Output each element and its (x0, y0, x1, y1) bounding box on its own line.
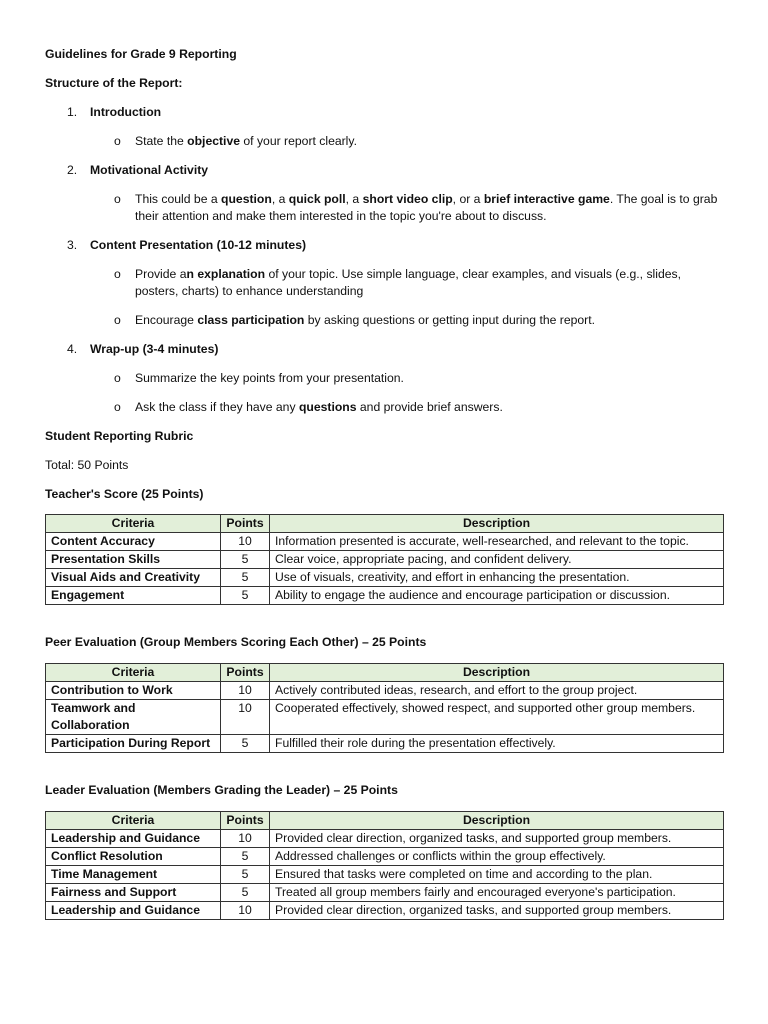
criteria-cell: Content Accuracy (46, 533, 221, 551)
rubric-heading: Student Reporting Rubric (45, 429, 194, 443)
criteria-cell: Fairness and Support (46, 884, 221, 902)
leader-evaluation-table (45, 811, 724, 920)
points-cell: 10 (221, 700, 270, 735)
criteria-cell: Teamwork and Collaboration (46, 700, 221, 735)
bullet-item (45, 370, 723, 387)
table-row (46, 848, 724, 866)
criteria-cell: Leadership and Guidance (46, 830, 221, 848)
section-title: Wrap-up (3-4 minutes) (90, 342, 219, 356)
table-row (46, 551, 724, 569)
table-header-row (46, 664, 724, 682)
criteria-header: Criteria (46, 664, 221, 682)
section-number: 1. (67, 105, 78, 119)
section-title: Content Presentation (10-12 minutes) (90, 238, 307, 252)
table-row (46, 866, 724, 884)
table-header-row (46, 515, 724, 533)
bullet-item (45, 191, 723, 225)
points-cell: 5 (221, 866, 270, 884)
points-cell: 5 (221, 735, 270, 753)
points-header: Points (221, 515, 270, 533)
bullet-item (45, 133, 723, 150)
criteria-cell: Participation During Report (46, 735, 221, 753)
criteria-header: Criteria (46, 515, 221, 533)
bullet-text: State the objective of your report clearly. (135, 134, 357, 148)
section-title: Introduction (90, 105, 162, 119)
total-points: Total: 50 Points (45, 458, 129, 472)
criteria-header: Criteria (46, 812, 221, 830)
table-row (46, 830, 724, 848)
bullet-marker-icon: o (114, 400, 121, 414)
points-cell: 10 (221, 902, 270, 920)
section-number: 4. (67, 342, 78, 356)
bullet-item (45, 399, 723, 416)
section-wrap-up (45, 341, 723, 416)
bullet-item (45, 312, 723, 329)
document-title: Guidelines for Grade 9 Reporting (45, 47, 237, 61)
bullet-text: Summarize the key points from your presentation. (135, 371, 404, 385)
description-header: Description (270, 812, 724, 830)
section-number: 3. (67, 238, 78, 252)
table-row (46, 735, 724, 753)
bullet-marker-icon: o (114, 313, 121, 327)
description-cell: Ensured that tasks were completed on time and according to the plan. (270, 866, 724, 884)
description-cell: Cooperated effectively, showed respect, and supported other group members. (270, 700, 724, 735)
bullet-marker-icon: o (114, 371, 121, 385)
table-row (46, 682, 724, 700)
description-cell: Use of visuals, creativity, and effort in enhancing the presentation. (270, 569, 724, 587)
description-cell: Provided clear direction, organized tasks, and supported group members. (270, 830, 724, 848)
bullet-text: Ask the class if they have any questions and provide brief answers. (135, 400, 503, 414)
section-title: Motivational Activity (90, 163, 209, 177)
criteria-cell: Time Management (46, 866, 221, 884)
points-cell: 5 (221, 884, 270, 902)
bullet-item (45, 266, 723, 300)
bullet-marker-icon: o (114, 134, 121, 148)
section-content-presentation (45, 237, 723, 329)
description-cell: Treated all group members fairly and encouraged everyone's participation. (270, 884, 724, 902)
criteria-cell: Engagement (46, 587, 221, 605)
table-row (46, 587, 724, 605)
table-header-row (46, 812, 724, 830)
bullet-text: This could be a question, a quick poll, a short video clip, or a brief interactive game. The goal is to grab their attention and make them interested in the topic you're about to discuss. (135, 192, 718, 223)
criteria-cell: Contribution to Work (46, 682, 221, 700)
table-row (46, 902, 724, 920)
report-structure-list (45, 104, 723, 416)
structure-heading: Structure of the Report: (45, 76, 183, 90)
table-row (46, 884, 724, 902)
criteria-cell: Visual Aids and Creativity (46, 569, 221, 587)
description-cell: Fulfilled their role during the presentation effectively. (270, 735, 724, 753)
points-header: Points (221, 812, 270, 830)
points-cell: 10 (221, 533, 270, 551)
description-cell: Information presented is accurate, well-researched, and relevant to the topic. (270, 533, 724, 551)
points-cell: 5 (221, 569, 270, 587)
points-cell: 10 (221, 830, 270, 848)
description-cell: Addressed challenges or conflicts within the group effectively. (270, 848, 724, 866)
leader-evaluation-heading: Leader Evaluation (Members Grading the Leader) – 25 Points (45, 783, 398, 797)
teacher-score-heading: Teacher's Score (25 Points) (45, 487, 204, 501)
bullet-marker-icon: o (114, 192, 121, 206)
section-introduction (45, 104, 723, 150)
description-cell: Provided clear direction, organized tasks, and supported group members. (270, 902, 724, 920)
criteria-cell: Conflict Resolution (46, 848, 221, 866)
description-cell: Clear voice, appropriate pacing, and confident delivery. (270, 551, 724, 569)
description-cell: Actively contributed ideas, research, and effort to the group project. (270, 682, 724, 700)
criteria-cell: Leadership and Guidance (46, 902, 221, 920)
description-header: Description (270, 515, 724, 533)
peer-evaluation-table (45, 663, 724, 753)
section-motivational-activity (45, 162, 723, 225)
points-cell: 5 (221, 848, 270, 866)
description-cell: Ability to engage the audience and encourage participation or discussion. (270, 587, 724, 605)
points-cell: 5 (221, 587, 270, 605)
bullet-marker-icon: o (114, 267, 121, 281)
section-number: 2. (67, 163, 78, 177)
teacher-score-table (45, 514, 724, 605)
table-row (46, 700, 724, 735)
criteria-cell: Presentation Skills (46, 551, 221, 569)
description-header: Description (270, 664, 724, 682)
table-row (46, 533, 724, 551)
table-row (46, 569, 724, 587)
bullet-text: Provide an explanation of your topic. Use simple language, clear examples, and visuals (e.g., slides, posters, charts) to enhance understanding (135, 267, 681, 298)
points-cell: 5 (221, 551, 270, 569)
peer-evaluation-heading: Peer Evaluation (Group Members Scoring Each Other) – 25 Points (45, 635, 427, 649)
points-cell: 10 (221, 682, 270, 700)
bullet-text: Encourage class participation by asking questions or getting input during the report. (135, 313, 596, 327)
points-header: Points (221, 664, 270, 682)
